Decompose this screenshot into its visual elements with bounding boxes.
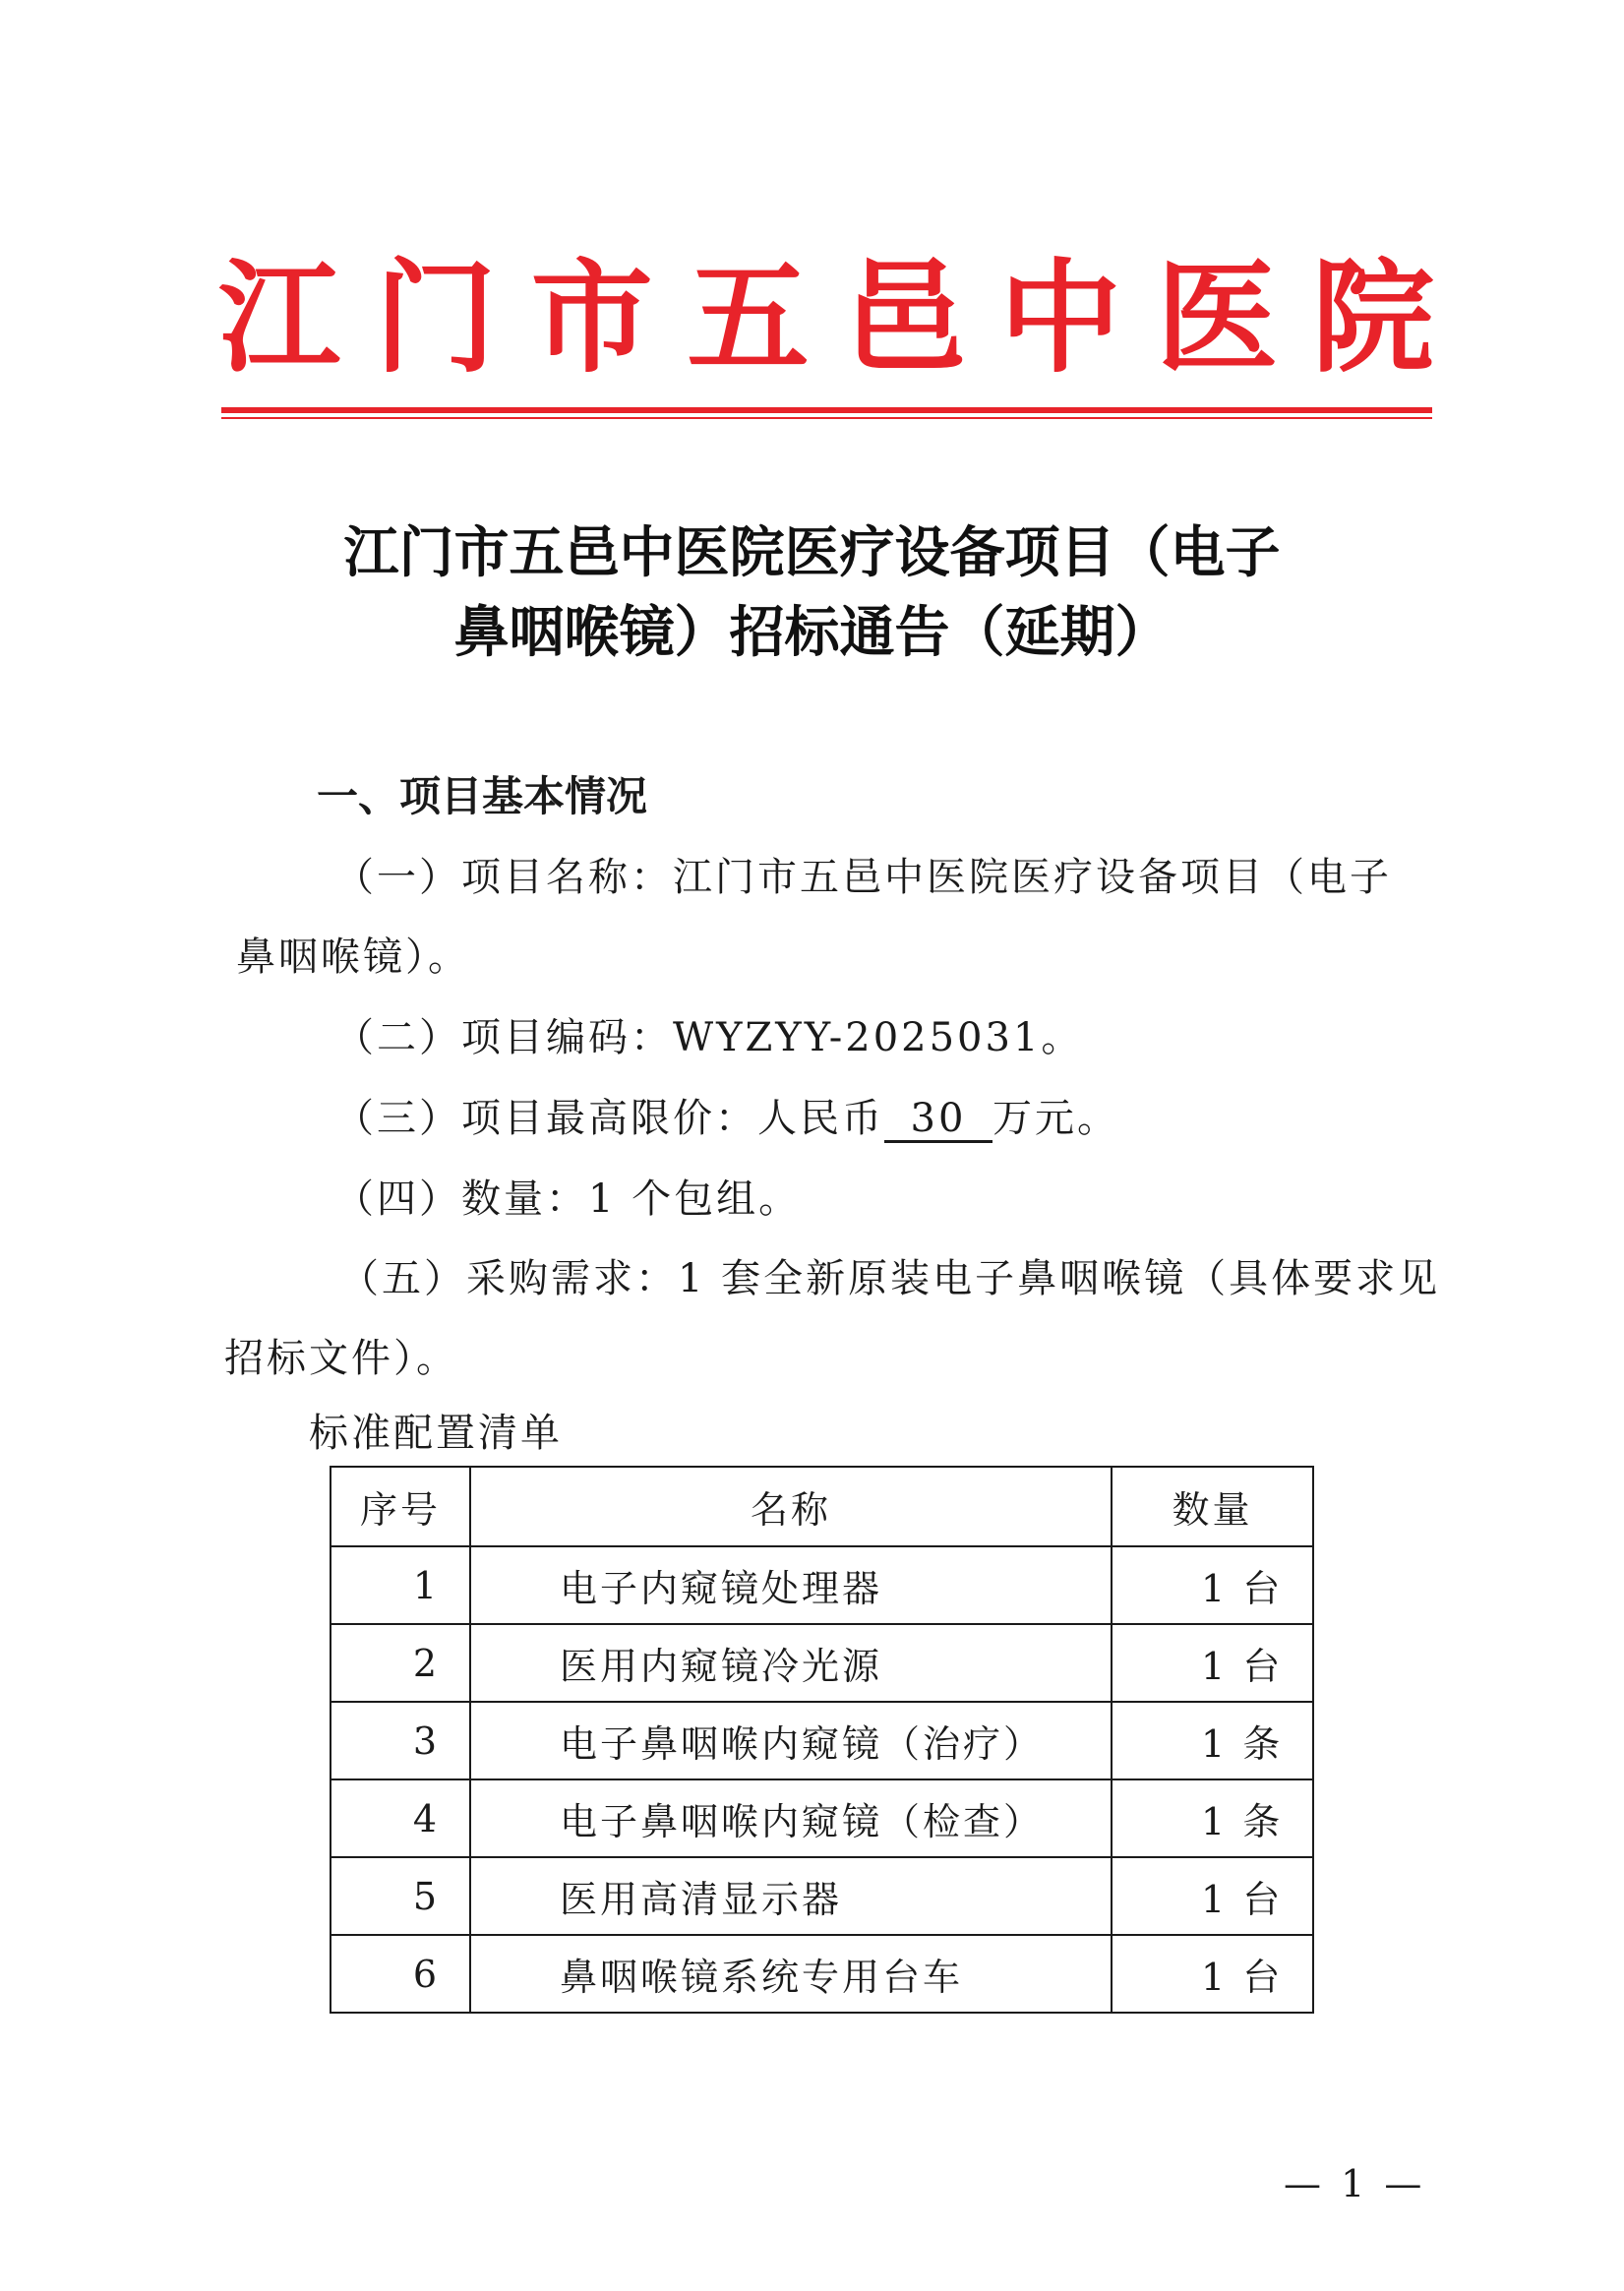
masthead-title bbox=[218, 247, 1434, 390]
project-name-line1: （一）项目名称：江门市五邑中医院医疗设备项目（电子 bbox=[334, 855, 1392, 900]
row-no: 6 bbox=[331, 1935, 470, 2013]
row-no: 2 bbox=[331, 1624, 470, 1702]
row-no: 4 bbox=[331, 1779, 470, 1857]
procurement-requirement-line2: 招标文件）。 bbox=[224, 1336, 458, 1381]
config-table bbox=[330, 1466, 1314, 2014]
masthead-char: 邑 bbox=[843, 247, 966, 390]
table-header-row bbox=[331, 1467, 1313, 1546]
row-no: 5 bbox=[331, 1857, 470, 1935]
max-price-prefix: （三）项目最高限价：人民币 bbox=[334, 1096, 884, 1141]
row-qty: 1 台 bbox=[1112, 1935, 1313, 2013]
masthead-char: 江 bbox=[218, 247, 341, 390]
masthead-rule-thick bbox=[221, 407, 1432, 413]
row-no: 3 bbox=[331, 1702, 470, 1779]
max-price-suffix: 万元。 bbox=[992, 1096, 1119, 1141]
table-row bbox=[331, 1779, 1313, 1857]
masthead-char: 市 bbox=[530, 247, 653, 390]
project-max-price bbox=[334, 1094, 1119, 1143]
masthead-char: 中 bbox=[999, 247, 1122, 390]
max-price-amount: 30 bbox=[884, 1097, 992, 1143]
row-qty: 1 台 bbox=[1112, 1624, 1313, 1702]
page-number: — 1 — bbox=[1284, 2162, 1426, 2205]
table-row bbox=[331, 1935, 1313, 2013]
row-qty: 1 条 bbox=[1112, 1779, 1313, 1857]
table-row bbox=[331, 1702, 1313, 1779]
row-name: 电子内窥镜处理器 bbox=[470, 1546, 1112, 1624]
row-qty: 1 条 bbox=[1112, 1702, 1313, 1779]
masthead-rule-thin bbox=[221, 417, 1432, 419]
row-no: 1 bbox=[331, 1546, 470, 1624]
table-row bbox=[331, 1857, 1313, 1935]
masthead-char: 医 bbox=[1156, 247, 1279, 390]
row-name: 医用内窥镜冷光源 bbox=[470, 1624, 1112, 1702]
table-row bbox=[331, 1624, 1313, 1702]
row-name: 电子鼻咽喉内窥镜（治疗） bbox=[470, 1702, 1112, 1779]
project-name-line2: 鼻咽喉镜）。 bbox=[236, 934, 470, 980]
row-name: 医用高清显示器 bbox=[470, 1857, 1112, 1935]
header-cell-no: 序号 bbox=[331, 1467, 470, 1546]
project-quantity: （四）数量：1 个包组。 bbox=[334, 1176, 802, 1222]
masthead-char: 门 bbox=[374, 247, 497, 390]
table-row bbox=[331, 1546, 1313, 1624]
procurement-requirement-line1: （五）采购需求：1 套全新原装电子鼻咽喉镜（具体要求见 bbox=[339, 1256, 1441, 1301]
header-cell-qty: 数量 bbox=[1112, 1467, 1313, 1546]
row-qty: 1 台 bbox=[1112, 1546, 1313, 1624]
row-qty: 1 台 bbox=[1112, 1857, 1313, 1935]
masthead-char: 五 bbox=[687, 247, 810, 390]
document-title-line1: 江门市五邑中医院医疗设备项目（电子 bbox=[343, 521, 1281, 585]
table-caption: 标准配置清单 bbox=[309, 1411, 563, 1456]
project-code: （二）项目编码：WYZYY-2025031。 bbox=[334, 1015, 1084, 1060]
masthead-char: 院 bbox=[1311, 247, 1434, 390]
document-title-line2: 鼻咽喉镜）招标通告（延期） bbox=[453, 601, 1171, 665]
row-name: 鼻咽喉镜系统专用台车 bbox=[470, 1935, 1112, 2013]
row-name: 电子鼻咽喉内窥镜（检查） bbox=[470, 1779, 1112, 1857]
header-cell-name: 名称 bbox=[470, 1467, 1112, 1546]
section-heading: 一、项目基本情况 bbox=[317, 772, 648, 820]
